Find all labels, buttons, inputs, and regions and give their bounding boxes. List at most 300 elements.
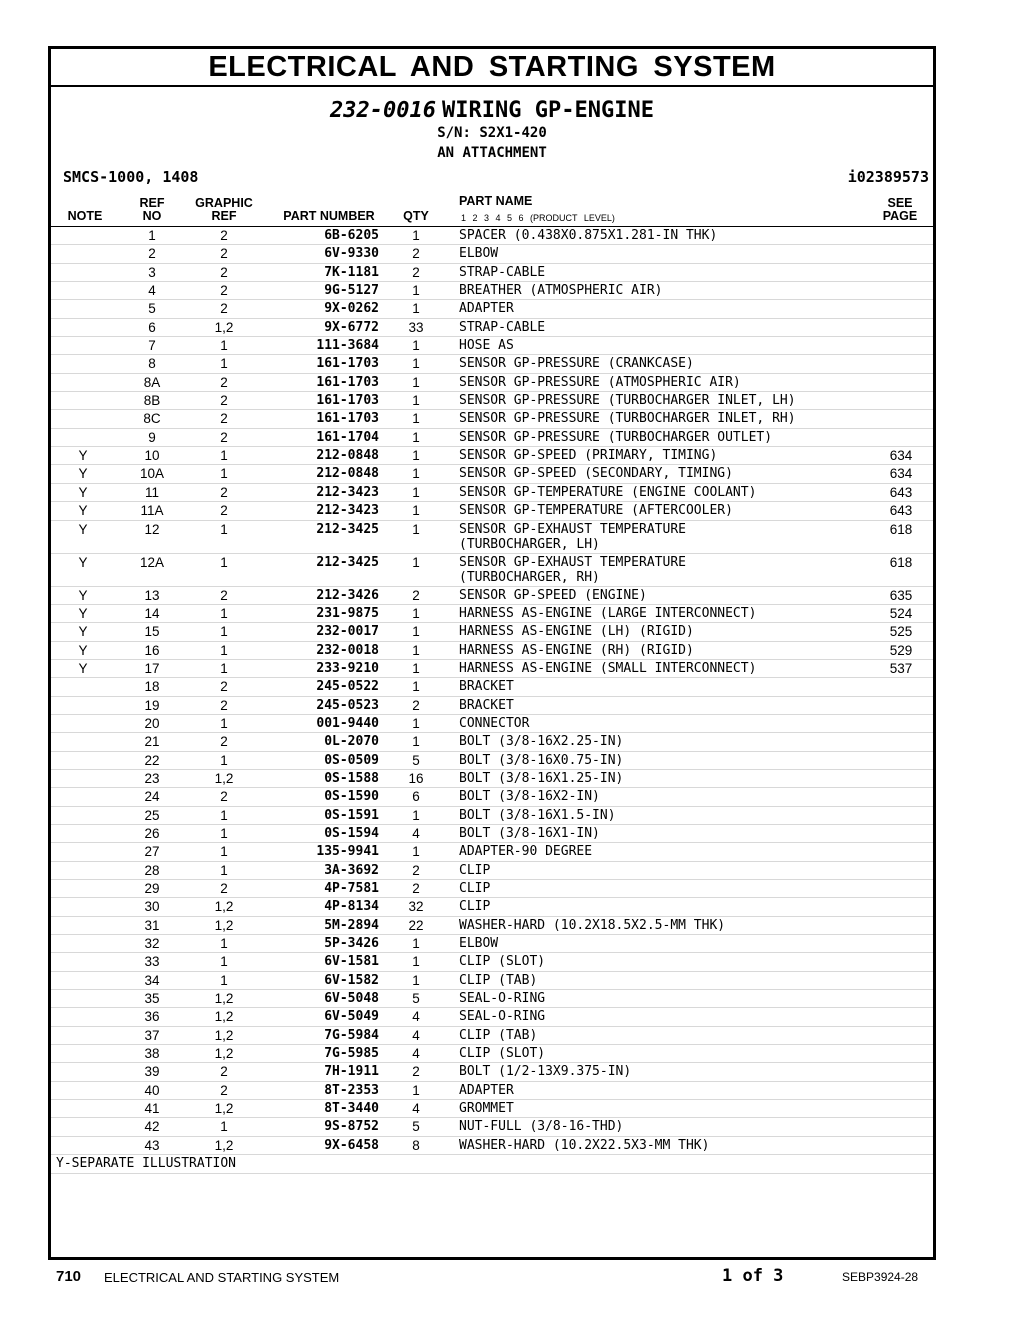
table-row: [51, 392, 933, 410]
qty-cell: 2: [412, 862, 420, 878]
graphic-ref-cell: 1: [220, 1119, 228, 1135]
part-number-cell: 0S-0509: [324, 752, 379, 768]
table-row: [51, 1027, 933, 1045]
part-name-cell: SENSOR GP-EXHAUST TEMPERATURE (TURBOCHARGER, RH): [459, 554, 686, 585]
table-row: [51, 484, 933, 502]
part-name-cell: BOLT (3/8-16X1.5-IN): [459, 807, 616, 823]
part-name-cell: SENSOR GP-PRESSURE (TURBOCHARGER INLET, RH): [459, 411, 796, 427]
part-name-cell: BOLT (3/8-16X2.25-IN): [459, 734, 624, 750]
footnote: Y-SEPARATE ILLUSTRATION: [51, 1155, 933, 1174]
part-number-cell: 161-1703: [316, 374, 379, 390]
table-row: [51, 337, 933, 355]
see-page-cell: 634: [889, 466, 913, 482]
qty-cell: 1: [412, 624, 420, 640]
table-row: [51, 770, 933, 788]
header-product-levels: 1 2 3 4 5 6 (PRODUCT LEVEL): [461, 213, 615, 223]
qty-cell: 4: [412, 1009, 420, 1025]
part-name-cell: ADAPTER-90 DEGREE: [459, 844, 593, 860]
part-number-cell: 3A-3692: [324, 862, 379, 878]
group-number: 232-0016: [330, 98, 437, 123]
graphic-ref-cell: 1,2: [214, 991, 234, 1007]
part-number-cell: 6V-5049: [324, 1009, 379, 1025]
table-row: [51, 319, 933, 337]
ref-cell: 8C: [143, 411, 161, 427]
see-page-cell: 618: [889, 521, 913, 537]
qty-cell: 5: [412, 1119, 420, 1135]
part-name-cell: CLIP: [459, 881, 491, 896]
qty-cell: 1: [412, 679, 420, 695]
footer-page-number: 710: [56, 1268, 82, 1285]
graphic-ref-cell: 2: [220, 484, 228, 500]
qty-cell: 2: [412, 264, 420, 280]
part-name-cell: SPACER (0.438X0.875X1.281-IN THK): [459, 228, 718, 243]
header-graphic-bottom: REF: [211, 209, 237, 223]
table-row: [51, 733, 933, 751]
part-number-cell: 9G-5127: [324, 283, 379, 299]
table-row: [51, 660, 933, 678]
part-number-cell: 135-9941: [316, 844, 379, 860]
table-row: [51, 605, 933, 623]
ref-cell: 11: [144, 484, 159, 500]
graphic-ref-cell: 1: [220, 338, 228, 354]
table-row: [51, 227, 933, 245]
group-name: WIRING GP-ENGINE: [442, 98, 654, 123]
table-row: [51, 862, 933, 880]
part-name-cell: ELBOW: [459, 246, 499, 262]
table-row: [51, 1082, 933, 1100]
table-row: [51, 521, 933, 554]
ref-cell: 18: [144, 679, 160, 695]
qty-cell: 8: [412, 1137, 420, 1153]
part-name-cell: SENSOR GP-PRESSURE (TURBOCHARGER OUTLET): [459, 429, 773, 445]
ref-cell: 24: [144, 789, 160, 805]
table-row: [51, 880, 933, 898]
part-name-cell: SEAL-O-RING: [459, 991, 546, 1007]
ref-cell: 5: [148, 301, 156, 317]
part-name-cell: SENSOR GP-SPEED (SECONDARY, TIMING): [459, 466, 733, 482]
graphic-ref-cell: 1: [220, 448, 228, 464]
qty-cell: 1: [412, 338, 420, 354]
qty-cell: 2: [412, 587, 420, 603]
table-row: [51, 502, 933, 520]
graphic-ref-cell: 2: [220, 697, 228, 713]
part-number-cell: 6B-6205: [324, 228, 379, 243]
ref-cell: 22: [144, 752, 160, 768]
see-page-cell: 525: [889, 624, 913, 640]
part-name-cell: ELBOW: [459, 936, 499, 952]
graphic-ref-cell: 2: [220, 411, 228, 427]
qty-cell: 5: [412, 752, 420, 768]
qty-cell: 5: [412, 991, 420, 1007]
ref-cell: 14: [144, 605, 160, 621]
qty-cell: 1: [412, 503, 420, 519]
graphic-ref-cell: 1: [220, 466, 228, 482]
note-cell: Y: [78, 503, 88, 519]
graphic-ref-cell: 1: [220, 605, 228, 621]
qty-cell: 4: [412, 1046, 420, 1062]
note-cell: Y: [78, 642, 88, 658]
ref-cell: 16: [144, 642, 160, 658]
qty-cell: 1: [412, 554, 420, 570]
ref-cell: 15: [144, 624, 160, 640]
part-number-cell: 212-3426: [316, 587, 379, 603]
part-name-cell: STRAP-CABLE: [459, 319, 546, 335]
ref-cell: 8A: [143, 374, 161, 390]
qty-cell: 2: [412, 697, 420, 713]
part-name-cell: HARNESS AS-ENGINE (SMALL INTERCONNECT): [459, 660, 757, 676]
graphic-ref-cell: 1: [220, 844, 228, 860]
part-number-cell: 9X-0262: [324, 301, 379, 317]
part-name-cell: SENSOR GP-SPEED (ENGINE): [459, 587, 647, 603]
graphic-ref-cell: 2: [220, 264, 228, 280]
header-ref-bottom: NO: [142, 209, 162, 223]
header-part-number: PART NUMBER: [283, 209, 375, 223]
ref-cell: 1: [148, 228, 156, 243]
table-row: [51, 788, 933, 806]
qty-cell: 1: [412, 1082, 420, 1098]
parts-list-frame: [48, 46, 936, 1260]
graphic-ref-cell: 2: [220, 881, 228, 896]
table-row: [51, 1045, 933, 1063]
table-row: [51, 300, 933, 318]
header-part-name: PART NAME: [459, 194, 533, 208]
part-number-cell: 212-0848: [316, 466, 379, 482]
part-number-cell: 212-3423: [316, 503, 379, 519]
table-row: [51, 917, 933, 935]
part-number-cell: 232-0018: [316, 642, 379, 658]
see-page-cell: 618: [889, 554, 913, 570]
graphic-ref-cell: 1: [220, 356, 228, 372]
qty-cell: 2: [412, 246, 420, 262]
qty-cell: 1: [412, 734, 420, 750]
part-name-cell: HARNESS AS-ENGINE (LH) (RIGID): [459, 624, 694, 640]
part-number-cell: 6V-1582: [324, 972, 379, 988]
graphic-ref-cell: 1: [220, 554, 228, 570]
smcs-code: SMCS-1000, 1408: [63, 168, 199, 186]
graphic-ref-cell: 1,2: [214, 1046, 234, 1062]
table-row: [51, 623, 933, 641]
part-name-cell: CLIP: [459, 899, 491, 915]
graphic-ref-cell: 2: [220, 1064, 228, 1080]
part-number-cell: 7G-5984: [324, 1027, 379, 1043]
note-cell: Y: [78, 624, 88, 640]
qty-cell: 1: [412, 521, 420, 537]
part-name-cell: NUT-FULL (3/8-16-THD): [459, 1119, 624, 1135]
qty-cell: 1: [412, 715, 420, 731]
ref-cell: 34: [144, 972, 160, 988]
part-number-cell: 9X-6772: [324, 319, 379, 335]
header-graphic-top: GRAPHIC: [195, 196, 253, 210]
table-row: [51, 410, 933, 428]
see-page-cell: 529: [889, 642, 913, 658]
part-name-cell: SENSOR GP-SPEED (PRIMARY, TIMING): [459, 448, 718, 464]
part-number-cell: 161-1703: [316, 356, 379, 372]
table-row: [51, 825, 933, 843]
ref-cell: 27: [144, 844, 160, 860]
part-name-cell: BOLT (3/8-16X0.75-IN): [459, 752, 624, 768]
part-name-cell: SENSOR GP-PRESSURE (CRANKCASE): [459, 356, 694, 372]
ref-cell: 36: [144, 1009, 160, 1025]
ref-cell: 19: [144, 697, 160, 713]
ref-cell: 4: [148, 283, 156, 299]
graphic-ref-cell: 2: [220, 393, 228, 409]
qty-cell: 1: [412, 954, 420, 970]
table-row: [51, 282, 933, 300]
graphic-ref-cell: 1: [220, 642, 228, 658]
graphic-ref-cell: 2: [220, 734, 228, 750]
graphic-ref-cell: 1: [220, 972, 228, 988]
table-row: [51, 245, 933, 263]
graphic-ref-cell: 1: [220, 521, 228, 537]
part-number-cell: 0S-1588: [324, 770, 379, 786]
part-number-cell: 6V-5048: [324, 991, 379, 1007]
graphic-ref-cell: 1: [220, 752, 228, 768]
ref-cell: 35: [144, 991, 160, 1007]
ref-cell: 3: [148, 264, 156, 280]
part-number-cell: 6V-9330: [324, 246, 379, 262]
part-name-cell: ADAPTER: [459, 1082, 514, 1098]
graphic-ref-cell: 1: [220, 825, 228, 841]
ref-cell: 40: [144, 1082, 160, 1098]
graphic-ref-cell: 2: [220, 301, 228, 317]
part-name-cell: BRACKET: [459, 697, 514, 713]
ref-cell: 20: [144, 715, 160, 731]
graphic-ref-cell: 1,2: [214, 319, 234, 335]
graphic-ref-cell: 2: [220, 246, 228, 262]
qty-cell: 22: [408, 917, 424, 933]
note-cell: Y: [78, 521, 88, 537]
part-number-cell: 9S-8752: [324, 1119, 379, 1135]
part-name-cell: BREATHER (ATMOSPHERIC AIR): [459, 283, 663, 299]
graphic-ref-cell: 2: [220, 228, 228, 243]
part-number-cell: 7H-1911: [324, 1064, 379, 1080]
graphic-ref-cell: 1: [220, 954, 228, 970]
footer-doc-code: SEBP3924-28: [842, 1270, 919, 1284]
ref-cell: 12A: [139, 554, 165, 570]
part-name-cell: SENSOR GP-TEMPERATURE (AFTERCOOLER): [459, 503, 733, 519]
group-heading: [51, 98, 933, 123]
qty-cell: 1: [412, 642, 420, 658]
part-name-cell: BOLT (1/2-13X9.375-IN): [459, 1064, 632, 1080]
header-ref-top: REF: [139, 196, 165, 210]
qty-cell: 16: [408, 770, 424, 786]
table-row: [51, 465, 933, 483]
table-row: [51, 953, 933, 971]
qty-cell: 1: [412, 356, 420, 372]
graphic-ref-cell: 2: [220, 1082, 228, 1098]
part-number-cell: 5P-3426: [324, 936, 379, 952]
table-row: [51, 447, 933, 465]
ref-cell: 25: [144, 807, 160, 823]
see-page-cell: 643: [889, 503, 913, 519]
graphic-ref-cell: 2: [220, 374, 228, 390]
graphic-ref-cell: 1,2: [214, 899, 234, 915]
document-id: i02389573: [847, 168, 929, 186]
note-cell: Y: [78, 605, 88, 621]
qty-cell: 1: [412, 393, 420, 409]
ref-cell: 33: [144, 954, 160, 970]
graphic-ref-cell: 1,2: [214, 917, 234, 933]
ref-cell: 28: [144, 862, 160, 878]
qty-cell: 4: [412, 1101, 420, 1117]
ref-cell: 37: [144, 1027, 160, 1043]
graphic-ref-cell: 1: [220, 660, 228, 676]
section-title: ELECTRICAL AND STARTING SYSTEM: [208, 50, 776, 83]
ref-cell: 12: [144, 521, 160, 537]
part-number-cell: 5M-2894: [324, 917, 379, 933]
part-name-cell: BOLT (3/8-16X1.25-IN): [459, 770, 624, 786]
part-number-cell: 111-3684: [316, 338, 379, 354]
part-name-cell: WASHER-HARD (10.2X22.5X3-MM THK): [459, 1137, 710, 1153]
ref-cell: 42: [144, 1119, 160, 1135]
see-page-cell: 524: [889, 605, 913, 621]
graphic-ref-cell: 1: [220, 936, 228, 952]
table-row: [51, 355, 933, 373]
header-see-top: SEE: [887, 196, 913, 210]
qty-cell: 2: [412, 1064, 420, 1080]
part-number-cell: 233-9210: [316, 660, 379, 676]
table-row: [51, 1137, 933, 1155]
part-name-cell: BOLT (3/8-16X2-IN): [459, 789, 600, 805]
qty-cell: 1: [412, 228, 420, 243]
part-number-cell: 4P-8134: [324, 899, 379, 915]
part-name-cell: HARNESS AS-ENGINE (RH) (RIGID): [459, 642, 694, 658]
ref-cell: 13: [144, 587, 160, 603]
table-row: [51, 972, 933, 990]
ref-cell: 39: [144, 1064, 160, 1080]
graphic-ref-cell: 2: [220, 283, 228, 299]
part-name-cell: SENSOR GP-PRESSURE (ATMOSPHERIC AIR): [459, 374, 741, 390]
table-row: [51, 642, 933, 660]
part-number-cell: 8T-3440: [324, 1101, 379, 1117]
part-number-cell: 245-0523: [316, 697, 379, 713]
qty-cell: 1: [412, 283, 420, 299]
note-cell: Y: [78, 466, 88, 482]
qty-cell: 1: [412, 448, 420, 464]
qty-cell: 1: [412, 429, 420, 445]
table-row: [51, 1063, 933, 1081]
part-number-cell: 6V-1581: [324, 954, 379, 970]
qty-cell: 1: [412, 374, 420, 390]
ref-cell: 38: [144, 1046, 160, 1062]
table-row: [51, 1100, 933, 1118]
part-number-cell: 212-3423: [316, 484, 379, 500]
table-row: [51, 1118, 933, 1136]
graphic-ref-cell: 1: [220, 862, 228, 878]
part-number-cell: 0L-2070: [324, 734, 379, 750]
qty-cell: 1: [412, 660, 420, 676]
header-note: NOTE: [67, 209, 103, 223]
part-number-cell: 161-1703: [316, 411, 379, 427]
ref-cell: 30: [144, 899, 160, 915]
table-row: [51, 697, 933, 715]
page-footer: [56, 1266, 930, 1288]
table-row: [51, 374, 933, 392]
graphic-ref-cell: 1: [220, 807, 228, 823]
ref-cell: 11A: [140, 503, 164, 519]
qty-cell: 1: [412, 484, 420, 500]
attachment-label: AN ATTACHMENT: [437, 145, 547, 161]
part-name-cell: GROMMET: [459, 1101, 514, 1117]
qty-cell: 2: [412, 881, 420, 896]
ref-cell: 6: [148, 319, 156, 335]
column-header-row: [51, 194, 933, 227]
ref-cell: 2: [148, 246, 156, 262]
footer-section: ELECTRICAL AND STARTING SYSTEM: [104, 1270, 340, 1285]
ref-cell: 9: [148, 429, 156, 445]
graphic-ref-cell: 1,2: [214, 770, 234, 786]
table-row: [51, 935, 933, 953]
table-row: [51, 843, 933, 861]
part-number-cell: 9X-6458: [324, 1137, 379, 1153]
part-name-cell: ADAPTER: [459, 301, 514, 317]
graphic-ref-cell: 1,2: [214, 1009, 234, 1025]
part-name-cell: CLIP (SLOT): [459, 954, 546, 970]
part-name-cell: STRAP-CABLE: [459, 264, 546, 280]
part-name-cell: BOLT (3/8-16X1-IN): [459, 825, 600, 841]
qty-cell: 1: [412, 466, 420, 482]
part-number-cell: 212-0848: [316, 448, 379, 464]
table-row: [51, 554, 933, 587]
graphic-ref-cell: 1,2: [214, 1137, 234, 1153]
table-row: [51, 807, 933, 825]
section-title-bar: [51, 49, 933, 87]
graphic-ref-cell: 2: [220, 789, 228, 805]
ref-cell: 8B: [143, 393, 161, 409]
serial-number: S/N: S2X1-420: [437, 125, 547, 141]
header-qty: QTY: [403, 209, 429, 223]
table-row: [51, 587, 933, 605]
qty-cell: 32: [408, 899, 424, 915]
table-row: [51, 715, 933, 733]
graphic-ref-cell: 2: [220, 429, 228, 445]
part-name-cell: HARNESS AS-ENGINE (LARGE INTERCONNECT): [459, 605, 757, 621]
see-page-cell: 634: [889, 448, 913, 464]
table-row: [51, 264, 933, 282]
part-number-cell: 8T-2353: [324, 1082, 379, 1098]
part-number-cell: 232-0017: [316, 624, 379, 640]
part-number-cell: 231-9875: [316, 605, 379, 621]
ref-cell: 29: [144, 881, 160, 896]
part-number-cell: 0S-1591: [324, 807, 379, 823]
part-number-cell: 4P-7581: [324, 881, 379, 896]
part-name-cell: WASHER-HARD (10.2X18.5X2.5-MM THK): [459, 917, 726, 933]
part-number-cell: 245-0522: [316, 679, 379, 695]
ref-cell: 23: [144, 770, 160, 786]
part-name-cell: CLIP (SLOT): [459, 1046, 546, 1062]
table-row: [51, 429, 933, 447]
qty-cell: 4: [412, 825, 420, 841]
ref-cell: 10: [144, 448, 160, 464]
qty-cell: 6: [412, 789, 420, 805]
ref-cell: 26: [144, 825, 160, 841]
footer-page-count: 1 of 3: [722, 1266, 784, 1286]
note-cell: Y: [78, 448, 88, 464]
qty-cell: 1: [412, 972, 420, 988]
ref-cell: 31: [144, 917, 160, 933]
table-row: [51, 898, 933, 916]
part-number-cell: 7K-1181: [324, 264, 379, 280]
part-number-cell: 212-3425: [316, 521, 379, 537]
see-page-cell: 537: [889, 660, 913, 676]
part-number-cell: 161-1703: [316, 393, 379, 409]
table-row: [51, 752, 933, 770]
part-name-cell: HOSE AS: [459, 338, 514, 354]
table-row: [51, 1008, 933, 1026]
note-cell: Y: [78, 587, 88, 603]
header-see-bottom: PAGE: [882, 209, 918, 223]
part-number-cell: 0S-1590: [324, 789, 379, 805]
